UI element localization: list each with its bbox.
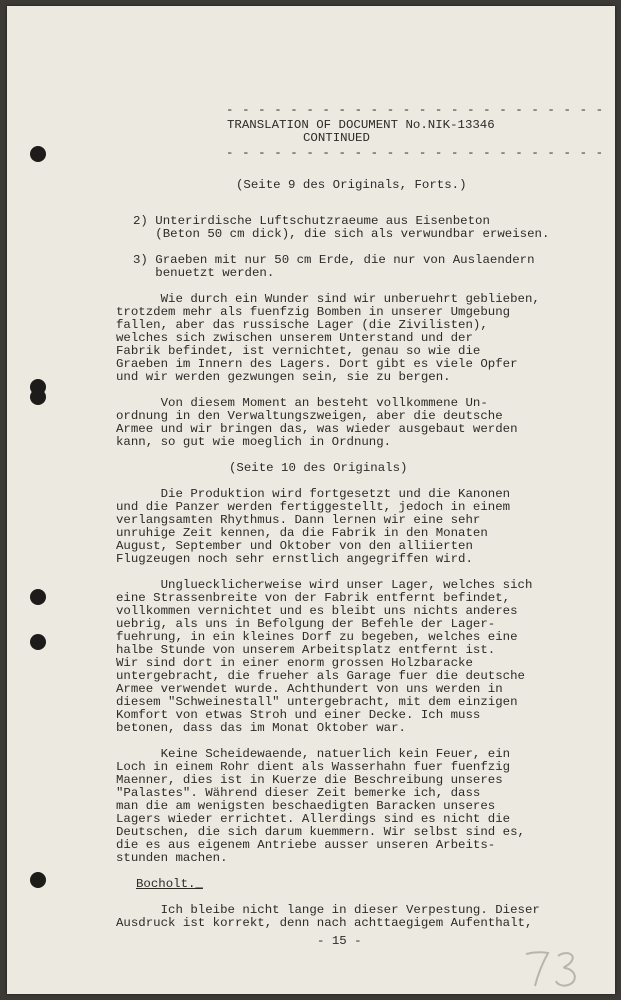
text-line: Ich bleibe nicht lange in dieser Verpestung. Dieser: [116, 903, 540, 917]
text-line: 2) Unterirdische Luftschutzraeume aus Eisenbeton: [133, 214, 490, 228]
text-line: Maenner, dies ist in Kuerze die Beschreibung unseres: [116, 773, 503, 787]
punch-hole: [30, 146, 46, 162]
text-line: Ungluecklicherweise wird unser Lager, welches sich: [116, 578, 533, 592]
text-line: trotzdem mehr als fuenfzig Bomben in unserer Umgebung: [116, 305, 511, 319]
text-line: die es aus eigenem Antriebe ausser unseren Arbeits-: [116, 838, 496, 852]
punch-hole: [30, 872, 46, 888]
text-line: kann, so gut wie moeglich in Ordnung.: [116, 435, 392, 449]
text-line: man die am wenigsten beschaedigten Baracken unseres: [116, 799, 496, 813]
text-line: Komfort von etwas Stroh und einer Decke. Ich muss: [116, 708, 481, 722]
text-line: "Palastes". Während dieser Zeit bemerke ich, dass: [116, 786, 481, 800]
text-line: Armee verwendet wurde. Achthundert von uns werden in: [116, 682, 503, 696]
text-line: fuehrung, in ein kleines Dorf zu begeben, welches eine: [116, 630, 518, 644]
text-line: welches sich zwischen unserem Unterstand und der: [116, 331, 473, 345]
text-line: und die Panzer werden fertiggestellt, jedoch in einem: [116, 500, 511, 514]
punch-hole: [30, 589, 46, 605]
section-heading: (Seite 10 des Originals): [229, 461, 408, 475]
text-line: diesem "Schweinestall" untergebracht, mit dem einzigen: [116, 695, 518, 709]
text-line: und wir werden gezwungen sein, sie zu bergen.: [116, 370, 451, 384]
text-line: Lagers wieder errichtet. Allerdings sind es nicht die: [116, 812, 511, 826]
text-line: Armee und wir bringen das, was wieder ausgebaut werden: [116, 422, 518, 436]
document-title: TRANSLATION OF DOCUMENT No.NIK-13346: [227, 118, 495, 132]
text-line: fallen, aber das russische Lager (die Zivilisten),: [116, 318, 488, 332]
text-line: Fabrik befindet, ist vernichtet, genau so wie die: [116, 344, 481, 358]
text-line: Von diesem Moment an besteht vollkommene Un-: [116, 396, 488, 410]
text-line: verlangsamten Rhythmus. Dann lernen wir eine sehr: [116, 513, 481, 527]
text-line: halbe Stunde von unserem Arbeitsplatz entfernt ist.: [116, 643, 496, 657]
document-page: [7, 6, 615, 994]
place-heading: Bocholt._: [136, 877, 203, 891]
section-heading: (Seite 9 des Originals, Forts.): [236, 178, 467, 192]
handwritten-folio-number: [522, 948, 582, 990]
text-line: Deutschen, die sich darum kuemmern. Wir selbst sind es,: [116, 825, 525, 839]
header-dash-top: - - - - - - - - - - - - - - - - - - - - - - - -: [226, 103, 604, 117]
punch-hole: [30, 389, 46, 405]
text-line: eine Strassenbreite von der Fabrik entfernt befindet,: [116, 591, 511, 605]
text-line: Wie durch ein Wunder sind wir unberuehrt geblieben,: [116, 292, 540, 306]
text-line: 3) Graeben mit nur 50 cm Erde, die nur von Auslaendern: [133, 253, 535, 267]
punch-hole: [30, 634, 46, 650]
text-line: stunden machen.: [116, 851, 228, 865]
text-line: Graeben im Innern des Lagers. Dort gibt es viele Opfer: [116, 357, 518, 371]
text-line: betonen, dass das im Monat Oktober war.: [116, 721, 406, 735]
text-line: August, September und Oktober von den alliierten: [116, 539, 473, 553]
page-number: - 15 -: [317, 934, 362, 948]
text-line: (Beton 50 cm dick), die sich als verwundbar erweisen.: [133, 227, 550, 241]
text-line: vollkommen vernichtet und es bleibt uns nichts anderes: [116, 604, 518, 618]
header-dash-bottom: - - - - - - - - - - - - - - - - - - - - - - - -: [226, 146, 604, 160]
text-line: uebrig, als uns in Befolgung der Befehle der Lager-: [116, 617, 496, 631]
text-line: benuetzt werden.: [133, 266, 275, 280]
text-line: ordnung in den Verwaltungszweigen, aber die deutsche: [116, 409, 503, 423]
document-title-continued: CONTINUED: [303, 131, 370, 145]
text-line: Flugzeugen noch sehr ernstlich angegriffen wird.: [116, 552, 473, 566]
text-line: unruhige Zeit kennen, da die Fabrik in den Monaten: [116, 526, 488, 540]
text-line: Die Produktion wird fortgesetzt und die Kanonen: [116, 487, 511, 501]
text-line: Wir sind dort in einer enorm grossen Holzbaracke: [116, 656, 473, 670]
text-line: Loch in einem Rohr dient als Wasserhahn fuer fuenfzig: [116, 760, 511, 774]
text-line: Ausdruck ist korrekt, denn nach achttaegigem Aufenthalt,: [116, 916, 533, 930]
text-line: Keine Scheidewaende, natuerlich kein Feuer, ein: [116, 747, 511, 761]
text-line: untergebracht, die frueher als Garage fuer die deutsche: [116, 669, 525, 683]
